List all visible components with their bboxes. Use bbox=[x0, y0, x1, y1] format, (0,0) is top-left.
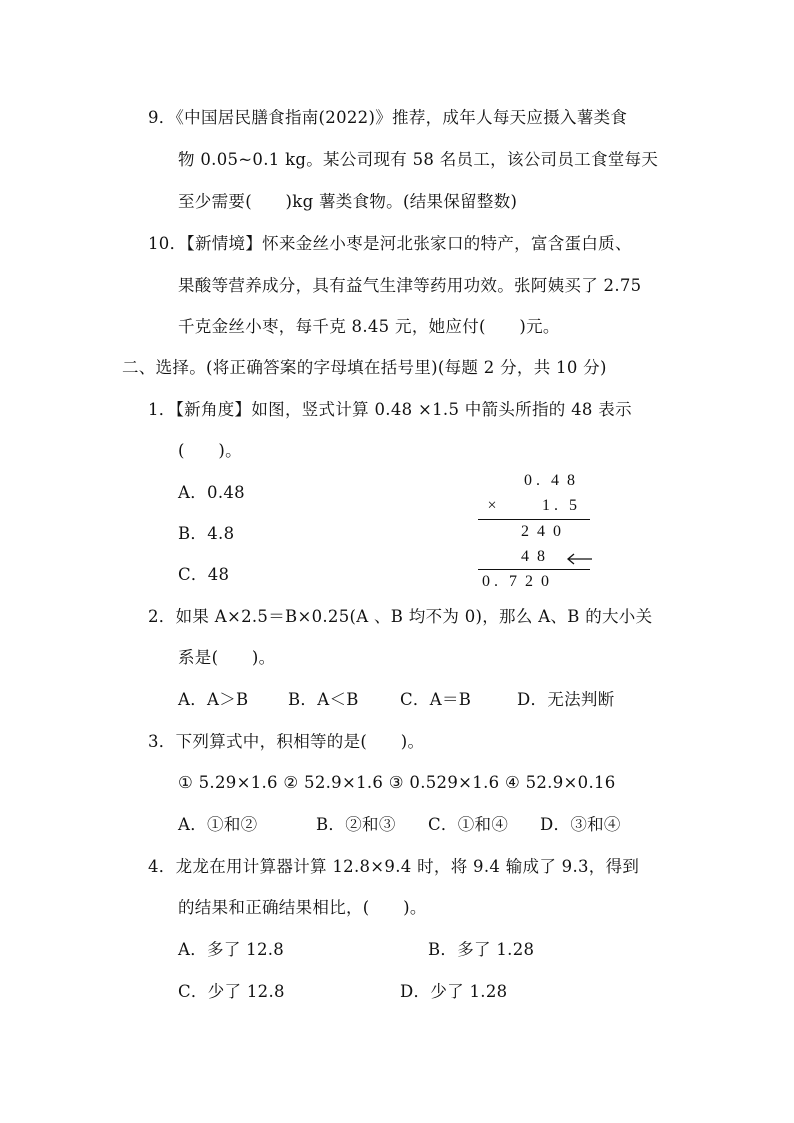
vm-digit: 8 bbox=[537, 548, 545, 565]
choice-4-option-d: D．少了 1.28 bbox=[400, 982, 508, 1001]
vm-row-1: 0 . 4 8 bbox=[520, 472, 579, 490]
vm-digit: 4 bbox=[521, 548, 529, 565]
vm-row-5: 0 . 7 2 0 bbox=[478, 573, 553, 591]
choice-2-option-d: D．无法判断 bbox=[517, 690, 615, 709]
section-2-title: 二、选择。(将正确答案的字母填在括号里)(每题 2 分，共 10 分) bbox=[122, 358, 607, 377]
vm-digit: 4 bbox=[537, 523, 545, 540]
times-sign: × bbox=[487, 497, 497, 514]
choice-4-option-c: C．少了 12.8 bbox=[178, 982, 285, 1001]
choice-1-line-2: ( )。 bbox=[178, 441, 242, 460]
choice-2-option-c: C．A＝B bbox=[400, 690, 472, 709]
vm-row-2-digits: 1 . 5 bbox=[538, 497, 581, 515]
vm-digit: 0 bbox=[482, 573, 490, 590]
choice-3-option-c: C．①和④ bbox=[428, 815, 509, 834]
vm-row-4 bbox=[517, 548, 549, 566]
vm-rule-1 bbox=[478, 519, 590, 520]
vm-digit: 5 bbox=[569, 497, 577, 514]
vm-digit: 4 bbox=[551, 472, 559, 489]
q9-line-2: 物 0.05~0.1 kg。某公司现有 58 名员工，该公司员工食堂每天 bbox=[178, 150, 659, 169]
choice-1-line-1: 1．【新角度】如图，竖式计算 0.48 ×1.5 中箭头所指的 48 表示 bbox=[148, 400, 632, 419]
vm-row-3 bbox=[517, 523, 565, 541]
choice-1-option-a: A．0.48 bbox=[178, 483, 245, 502]
vm-digit: 0 bbox=[524, 472, 532, 489]
vm-rule-2 bbox=[478, 569, 590, 570]
vm-digit: 7 bbox=[509, 573, 517, 590]
choice-3-line-1: 3．下列算式中，积相等的是( )。 bbox=[148, 732, 425, 751]
choice-2-line-2: 系是( )。 bbox=[178, 648, 276, 667]
choice-3-option-a: A．①和② bbox=[178, 815, 258, 834]
vm-digit: 2 bbox=[525, 573, 533, 590]
choice-1-option-b: B．4.8 bbox=[178, 524, 235, 543]
choice-4-option-b: B．多了 1.28 bbox=[428, 940, 535, 959]
q9-line-3: 至少需要( )kg 薯类食物。(结果保留整数) bbox=[178, 192, 518, 211]
q10-line-3: 千克金丝小枣，每千克 8.45 元，她应付( )元。 bbox=[178, 317, 560, 336]
choice-3-option-d: D．③和④ bbox=[540, 815, 621, 834]
left-arrow-icon bbox=[565, 552, 593, 566]
choice-2-line-1: 2．如果 A×2.5＝B×0.25(A 、B 均不为 0)，那么 A、B 的大小关 bbox=[148, 607, 653, 626]
choice-4-line-1: 4．龙龙在用计算器计算 12.8×9.4 时，将 9.4 输成了 9.3，得到 bbox=[148, 857, 640, 876]
choice-3-option-b: B．②和③ bbox=[316, 815, 396, 834]
q10-line-1: 10．【新情境】怀来金丝小枣是河北张家口的特产，富含蛋白质、 bbox=[148, 234, 632, 253]
choice-1-option-c: C．48 bbox=[178, 565, 230, 584]
choice-3-items: ① 5.29×1.6 ② 52.9×1.6 ③ 0.529×1.6 ④ 52.9×0.16 bbox=[178, 773, 616, 792]
vm-digit: 0 bbox=[541, 573, 549, 590]
vm-digit: 0 bbox=[553, 523, 561, 540]
vm-digit: 2 bbox=[521, 523, 529, 540]
vm-digit: 8 bbox=[567, 472, 575, 489]
choice-2-option-b: B．A＜B bbox=[288, 690, 359, 709]
vm-row-2 bbox=[484, 497, 500, 515]
q9-line-1: 9．《中国居民膳食指南(2022)》推荐，成年人每天应摄入薯类食 bbox=[148, 108, 628, 127]
q10-line-2: 果酸等营养成分，具有益气生津等药用功效。张阿姨买了 2.75 bbox=[178, 276, 642, 295]
choice-2-option-a: A．A＞B bbox=[178, 690, 249, 709]
choice-4-line-2: 的结果和正确结果相比，( )。 bbox=[178, 898, 427, 917]
vm-digit: 1 bbox=[542, 497, 550, 514]
choice-4-option-a: A．多了 12.8 bbox=[178, 940, 285, 959]
